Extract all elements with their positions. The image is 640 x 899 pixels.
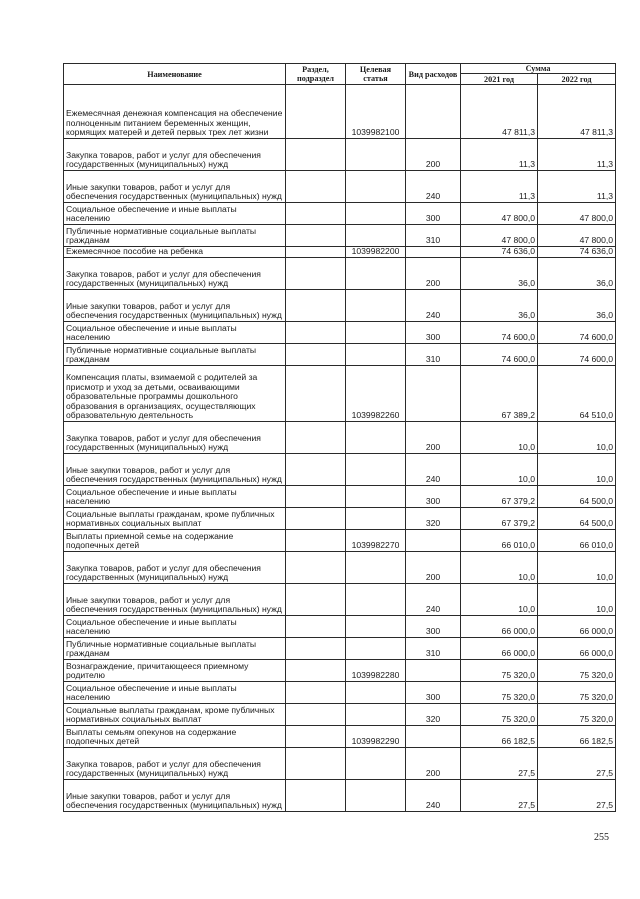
- table-row: [64, 682, 616, 704]
- header-year-2021: 2021 год: [461, 74, 538, 85]
- row-sum-2022: 10,0: [538, 454, 616, 486]
- table-row: [64, 704, 616, 726]
- row-name: Социальное обеспечение и иные выплаты населению: [64, 616, 286, 638]
- row-expense-type: 320: [406, 704, 461, 726]
- row-expense-type: 200: [406, 748, 461, 780]
- row-sum-2021: 66 000,0: [461, 638, 538, 660]
- row-sum-2021: 11,3: [461, 171, 538, 203]
- row-sum-2022: 74 636,0: [538, 247, 616, 258]
- row-sum-2022: 64 510,0: [538, 366, 616, 422]
- table-row: [64, 322, 616, 344]
- header-section: Раздел, подраздел: [286, 64, 346, 85]
- row-expense-type: [406, 366, 461, 422]
- row-sum-2021: 11,3: [461, 139, 538, 171]
- row-target-article: 1039982270: [346, 530, 406, 552]
- row-name: Закупка товаров, работ и услуг для обеспечения государственных (муниципальных) нужд: [64, 258, 286, 290]
- row-name: Закупка товаров, работ и услуг для обеспечения государственных (муниципальных) нужд: [64, 748, 286, 780]
- table-row: [64, 638, 616, 660]
- row-expense-type: 240: [406, 290, 461, 322]
- row-sum-2021: 66 000,0: [461, 616, 538, 638]
- row-target-article: [346, 344, 406, 366]
- row-sum-2022: 66 000,0: [538, 638, 616, 660]
- row-sum-2021: 27,5: [461, 780, 538, 812]
- table-row: [64, 530, 616, 552]
- row-expense-type: 240: [406, 780, 461, 812]
- row-sum-2021: 10,0: [461, 422, 538, 454]
- table-row: [64, 726, 616, 748]
- row-sum-2021: 10,0: [461, 584, 538, 616]
- row-name: Выплаты семьям опекунов на содержание подопечных детей: [64, 726, 286, 748]
- row-expense-type: [406, 85, 461, 139]
- row-sum-2022: 27,5: [538, 748, 616, 780]
- header-year-2022: 2022 год: [538, 74, 616, 85]
- row-sum-2022: 75 320,0: [538, 682, 616, 704]
- table-row: [64, 660, 616, 682]
- row-sum-2021: 74 600,0: [461, 322, 538, 344]
- row-section: [286, 748, 346, 780]
- header-name: Наименование: [64, 64, 286, 85]
- table-body: [64, 85, 616, 812]
- row-name: Компенсация платы, взимаемой с родителей за присмотр и уход за детьми, осваивающими образовательные программы дошкольного образования в организациях, осуществляющих образовательную деятельность: [64, 366, 286, 422]
- table-row: [64, 748, 616, 780]
- row-sum-2022: 74 600,0: [538, 322, 616, 344]
- row-sum-2022: 64 500,0: [538, 486, 616, 508]
- header-type: Вид расходов: [406, 64, 461, 85]
- row-target-article: [346, 486, 406, 508]
- table-row: [64, 454, 616, 486]
- row-target-article: [346, 203, 406, 225]
- table-row: [64, 366, 616, 422]
- row-sum-2021: 67 389,2: [461, 366, 538, 422]
- row-section: [286, 508, 346, 530]
- row-section: [286, 322, 346, 344]
- row-expense-type: [406, 660, 461, 682]
- row-target-article: 1039982100: [346, 85, 406, 139]
- row-sum-2021: 67 379,2: [461, 486, 538, 508]
- row-section: [286, 454, 346, 486]
- row-sum-2021: 36,0: [461, 258, 538, 290]
- table-row: [64, 247, 616, 258]
- row-expense-type: [406, 530, 461, 552]
- table-row: [64, 616, 616, 638]
- row-sum-2021: 47 800,0: [461, 203, 538, 225]
- row-sum-2021: 10,0: [461, 454, 538, 486]
- table-row: [64, 203, 616, 225]
- row-section: [286, 247, 346, 258]
- row-name: Иные закупки товаров, работ и услуг для обеспечения государственных (муниципальных) нужд: [64, 454, 286, 486]
- row-sum-2021: 67 379,2: [461, 508, 538, 530]
- row-section: [286, 290, 346, 322]
- row-sum-2022: 27,5: [538, 780, 616, 812]
- row-sum-2021: 74 636,0: [461, 247, 538, 258]
- row-name: Социальные выплаты гражданам, кроме публичных нормативных социальных выплат: [64, 704, 286, 726]
- row-target-article: [346, 780, 406, 812]
- row-expense-type: 320: [406, 508, 461, 530]
- row-sum-2022: 36,0: [538, 290, 616, 322]
- table-row: [64, 486, 616, 508]
- table-row: [64, 552, 616, 584]
- row-target-article: [346, 422, 406, 454]
- row-target-article: [346, 584, 406, 616]
- header-target: Целевая статья: [346, 64, 406, 85]
- row-sum-2022: 11,3: [538, 171, 616, 203]
- table-header: [64, 64, 616, 85]
- table-row: [64, 344, 616, 366]
- row-name: Публичные нормативные социальные выплаты гражданам: [64, 638, 286, 660]
- row-sum-2022: 10,0: [538, 552, 616, 584]
- row-target-article: [346, 225, 406, 247]
- row-name: Ежемесячное пособие на ребенка: [64, 247, 286, 258]
- row-section: [286, 704, 346, 726]
- row-expense-type: 310: [406, 638, 461, 660]
- row-target-article: [346, 638, 406, 660]
- row-section: [286, 660, 346, 682]
- header-sum: Сумма: [461, 64, 616, 74]
- table-row: [64, 422, 616, 454]
- row-name: Иные закупки товаров, работ и услуг для обеспечения государственных (муниципальных) нужд: [64, 584, 286, 616]
- row-sum-2022: 36,0: [538, 258, 616, 290]
- row-name: Вознаграждение, причитающееся приемному родителю: [64, 660, 286, 682]
- row-sum-2022: 66 182,5: [538, 726, 616, 748]
- row-target-article: 1039982200: [346, 247, 406, 258]
- row-expense-type: 200: [406, 139, 461, 171]
- row-name: Публичные нормативные социальные выплаты гражданам: [64, 225, 286, 247]
- row-section: [286, 552, 346, 584]
- row-target-article: [346, 552, 406, 584]
- row-sum-2022: 11,3: [538, 139, 616, 171]
- row-sum-2021: 75 320,0: [461, 660, 538, 682]
- row-sum-2021: 10,0: [461, 552, 538, 584]
- row-expense-type: [406, 247, 461, 258]
- row-name: Социальное обеспечение и иные выплаты населению: [64, 203, 286, 225]
- row-expense-type: 300: [406, 203, 461, 225]
- row-target-article: 1039982290: [346, 726, 406, 748]
- row-expense-type: [406, 726, 461, 748]
- row-target-article: [346, 322, 406, 344]
- row-target-article: [346, 171, 406, 203]
- row-expense-type: 310: [406, 225, 461, 247]
- row-sum-2021: 66 010,0: [461, 530, 538, 552]
- row-name: Социальные выплаты гражданам, кроме публичных нормативных социальных выплат: [64, 508, 286, 530]
- row-section: [286, 422, 346, 454]
- row-section: [286, 366, 346, 422]
- table-row: [64, 139, 616, 171]
- row-target-article: 1039982260: [346, 366, 406, 422]
- row-sum-2022: 47 811,3: [538, 85, 616, 139]
- row-sum-2022: 47 800,0: [538, 203, 616, 225]
- table-row: [64, 290, 616, 322]
- row-section: [286, 486, 346, 508]
- row-target-article: [346, 704, 406, 726]
- row-name: Иные закупки товаров, работ и услуг для обеспечения государственных (муниципальных) нужд: [64, 780, 286, 812]
- row-expense-type: 240: [406, 454, 461, 486]
- row-expense-type: 300: [406, 486, 461, 508]
- row-target-article: [346, 258, 406, 290]
- page-number: 255: [594, 832, 609, 843]
- row-section: [286, 638, 346, 660]
- row-name: Закупка товаров, работ и услуг для обеспечения государственных (муниципальных) нужд: [64, 422, 286, 454]
- row-section: [286, 225, 346, 247]
- row-expense-type: 200: [406, 552, 461, 584]
- row-section: [286, 171, 346, 203]
- row-sum-2021: 66 182,5: [461, 726, 538, 748]
- row-sum-2022: 10,0: [538, 584, 616, 616]
- row-section: [286, 780, 346, 812]
- row-section: [286, 344, 346, 366]
- table-row: [64, 508, 616, 530]
- row-target-article: [346, 139, 406, 171]
- row-name: Ежемесячная денежная компенсация на обеспечение полноценным питанием беременных женщин, кормящих матерей и детей первых трех лет жизни: [64, 85, 286, 139]
- row-section: [286, 616, 346, 638]
- row-target-article: [346, 454, 406, 486]
- row-name: Публичные нормативные социальные выплаты гражданам: [64, 344, 286, 366]
- table-row: [64, 171, 616, 203]
- row-expense-type: 300: [406, 322, 461, 344]
- table-row: [64, 85, 616, 139]
- row-sum-2021: 36,0: [461, 290, 538, 322]
- table-row: [64, 225, 616, 247]
- row-sum-2021: 75 320,0: [461, 704, 538, 726]
- row-section: [286, 139, 346, 171]
- row-target-article: [346, 290, 406, 322]
- row-sum-2022: 47 800,0: [538, 225, 616, 247]
- row-expense-type: 300: [406, 616, 461, 638]
- row-expense-type: 240: [406, 584, 461, 616]
- row-expense-type: 200: [406, 422, 461, 454]
- row-name: Иные закупки товаров, работ и услуг для обеспечения государственных (муниципальных) нужд: [64, 171, 286, 203]
- row-target-article: [346, 616, 406, 638]
- row-sum-2022: 74 600,0: [538, 344, 616, 366]
- row-section: [286, 85, 346, 139]
- row-expense-type: 300: [406, 682, 461, 704]
- row-sum-2022: 75 320,0: [538, 704, 616, 726]
- row-sum-2022: 66 000,0: [538, 616, 616, 638]
- table-row: [64, 584, 616, 616]
- row-name: Закупка товаров, работ и услуг для обеспечения государственных (муниципальных) нужд: [64, 552, 286, 584]
- row-expense-type: 200: [406, 258, 461, 290]
- row-target-article: [346, 508, 406, 530]
- row-sum-2022: 75 320,0: [538, 660, 616, 682]
- row-sum-2021: 74 600,0: [461, 344, 538, 366]
- row-target-article: 1039982280: [346, 660, 406, 682]
- row-section: [286, 203, 346, 225]
- row-sum-2021: 47 800,0: [461, 225, 538, 247]
- table-row: [64, 780, 616, 812]
- row-sum-2021: 27,5: [461, 748, 538, 780]
- row-section: [286, 682, 346, 704]
- row-name: Социальное обеспечение и иные выплаты населению: [64, 682, 286, 704]
- row-name: Социальное обеспечение и иные выплаты населению: [64, 486, 286, 508]
- row-target-article: [346, 682, 406, 704]
- row-name: Иные закупки товаров, работ и услуг для обеспечения государственных (муниципальных) нужд: [64, 290, 286, 322]
- row-expense-type: 310: [406, 344, 461, 366]
- table-row: [64, 258, 616, 290]
- row-name: Выплаты приемной семье на содержание подопечных детей: [64, 530, 286, 552]
- row-section: [286, 530, 346, 552]
- row-sum-2022: 64 500,0: [538, 508, 616, 530]
- row-sum-2022: 66 010,0: [538, 530, 616, 552]
- row-name: Социальное обеспечение и иные выплаты населению: [64, 322, 286, 344]
- budget-table: [63, 63, 616, 812]
- row-section: [286, 584, 346, 616]
- row-target-article: [346, 748, 406, 780]
- row-sum-2021: 47 811,3: [461, 85, 538, 139]
- row-section: [286, 258, 346, 290]
- row-name: Закупка товаров, работ и услуг для обеспечения государственных (муниципальных) нужд: [64, 139, 286, 171]
- row-sum-2022: 10,0: [538, 422, 616, 454]
- row-section: [286, 726, 346, 748]
- row-expense-type: 240: [406, 171, 461, 203]
- row-sum-2021: 75 320,0: [461, 682, 538, 704]
